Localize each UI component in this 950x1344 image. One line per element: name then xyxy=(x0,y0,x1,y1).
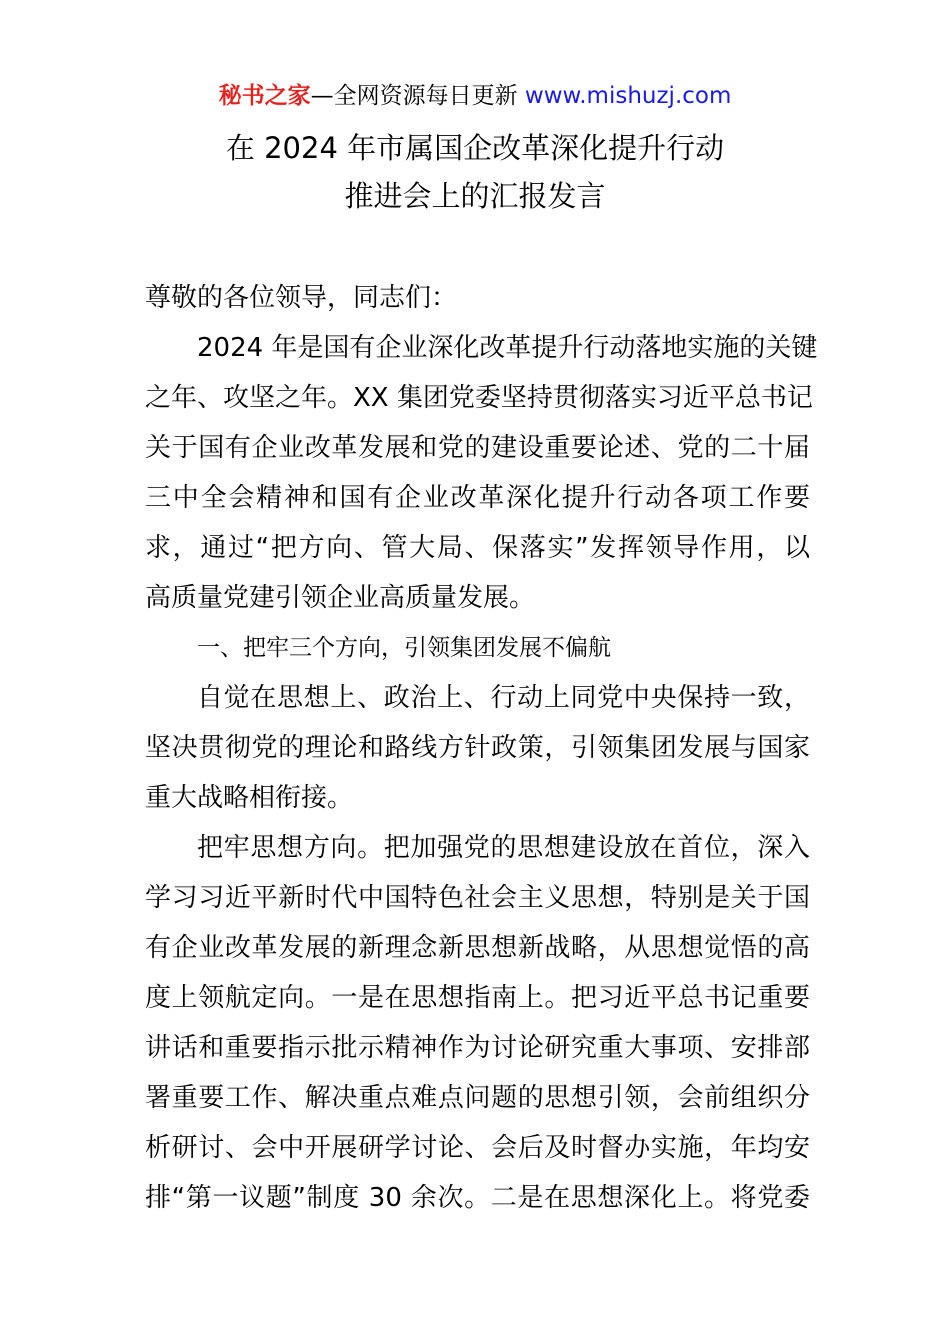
paragraph-line: 排“第一议题”制度 30 余次。二是在思想深化上。将党委 xyxy=(145,1183,810,1213)
paragraph-line: 2024 年是国有企业深化改革提升行动落地实施的关键 xyxy=(197,333,818,363)
paragraph-line: 自觉在思想上、政治上、行动上同党中央保持一致， xyxy=(197,683,810,713)
paragraph-line: 坚决贯彻党的理论和路线方针政策，引领集团发展与国家 xyxy=(145,733,810,763)
salutation: 尊敬的各位领导，同志们： xyxy=(145,283,458,313)
paragraph-line: 度上领航定向。一是在思想指南上。把习近平总书记重要 xyxy=(145,983,810,1013)
paragraph-line: 讲话和重要指示批示精神作为讨论研究重大事项、安排部 xyxy=(145,1033,810,1063)
paragraph-line: 署重要工作、解决重点难点问题的思想引领，会前组织分 xyxy=(145,1083,810,1113)
document-body xyxy=(145,273,818,1223)
paragraph-line: 关于国有企业改革发展和党的建设重要论述、党的二十届 xyxy=(145,433,810,463)
site-header xyxy=(0,80,950,112)
brand-name: 秘书之家 xyxy=(218,83,311,109)
header-tagline: —全网资源每日更新 xyxy=(310,83,525,109)
document-title-line-1: 在 2024 年市属国企改革深化提升行动 xyxy=(225,131,725,165)
paragraph-line: 析研讨、会中开展研学讨论、会后及时督办实施，年均安 xyxy=(145,1133,810,1163)
paragraph-line: 之年、攻坚之年。XX 集团党委坚持贯彻落实习近平总书记 xyxy=(145,383,813,413)
paragraph-line: 三中全会精神和国有企业改革深化提升行动各项工作要 xyxy=(145,483,810,513)
paragraph-line: 重大战略相衔接。 xyxy=(145,783,354,813)
paragraph-line: 有企业改革发展的新理念新思想新战略，从思想觉悟的高 xyxy=(145,933,810,963)
document-title-line-2: 推进会上的汇报发言 xyxy=(344,179,606,213)
section-heading: 一、把牢三个方向，引领集团发展不偏航 xyxy=(197,635,611,661)
paragraph-line: 求，通过“把方向、管大局、保落实”发挥领导作用，以 xyxy=(145,533,810,563)
paragraph-line: 高质量党建引领企业高质量发展。 xyxy=(145,583,536,613)
paragraph-line: 学习习近平新时代中国特色社会主义思想，特别是关于国 xyxy=(145,883,810,913)
paragraph-line: 把牢思想方向。把加强党的思想建设放在首位，深入 xyxy=(197,833,810,863)
site-url-link[interactable]: www.mishuzj.com xyxy=(524,83,732,109)
